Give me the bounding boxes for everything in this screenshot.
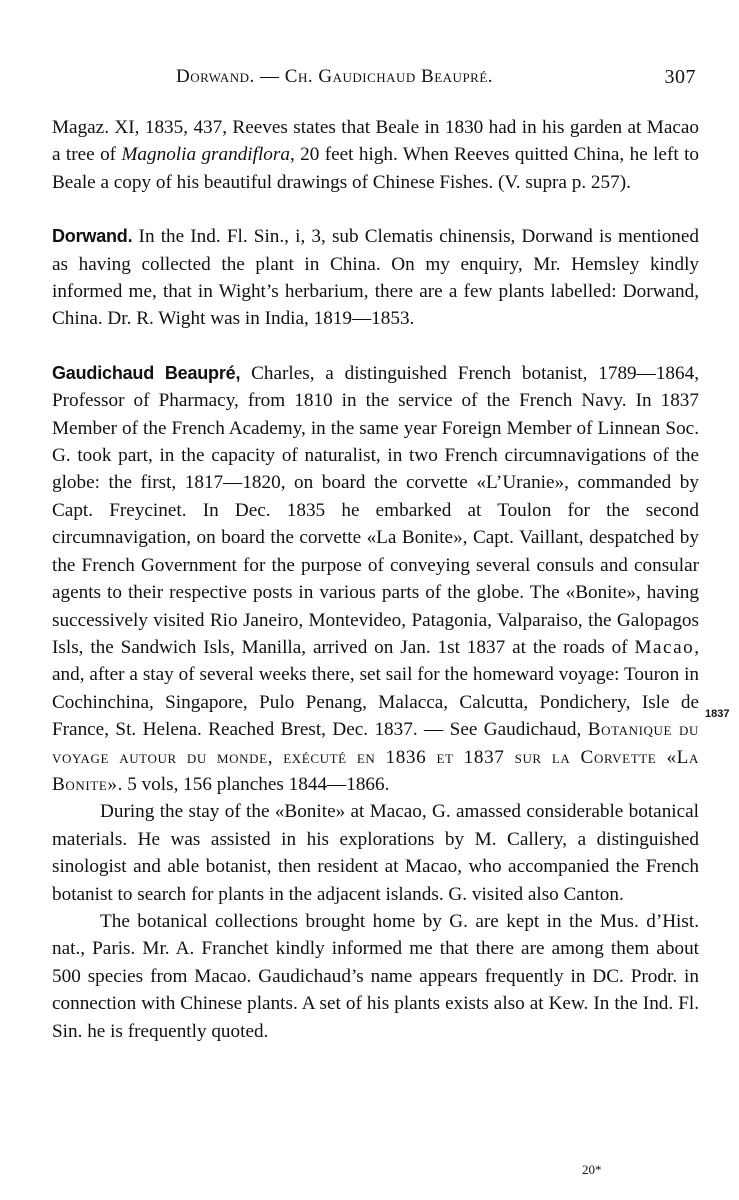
text-run: , and, after a stay of several weeks there, set sail for the homeward voyage: Touron in Cochinchina, Singapore, Pulo Penang, Malacca, Calcutta, Pondichery, Isle de France, St. Helena. Reached Brest, Dec. 1837. — See Gaudichaud, <box>52 636 699 741</box>
signature-mark: 20* <box>582 1162 602 1177</box>
body-text <box>52 114 699 1045</box>
paragraph-collections: The botanical collections brought home by G. are kept in the Mus. d’Hist. nat., Paris. Mr. A. Franchet kindly informed me that there are among them about 500 species from Macao. Gaudichaud’s name appears frequently in DC. Prodr. in connection with Chinese plants. A set of his plants exists also at Kew. In the Ind. Fl. Sin. he is frequently quoted. <box>52 910 699 1042</box>
headword-dorwand: Dorwand. <box>52 226 133 247</box>
paragraph-magnolia <box>52 114 699 196</box>
place-macao: Macao <box>634 636 695 658</box>
margin-year-note: 1837 <box>705 708 730 720</box>
taxon-magnolia: Magnolia grandiflora <box>121 144 290 166</box>
text-run: In the Ind. Fl. Sin., i, 3, sub Clematis chinensis, Dorwand is mentioned as having collected the plant in China. On my enquiry, Mr. Hemsley kindly informed me, that in Wight’s herbarium, there are a few plants labelled: Dorwand, China. Dr. R. Wight was in India, 1819—1853. <box>52 226 699 330</box>
book-title: Botanique du voyage autour du monde, exécuté en 1836 et 1837 sur la Corvette «La Bonite» <box>52 719 700 795</box>
page-number: 307 <box>664 66 696 88</box>
text-run: , 20 feet high. When Reeves quitted China, he left to Beale a copy of his beautiful drawings of Chinese Fishes. (V. supra p. 257). <box>52 144 699 193</box>
paragraph-callery: During the stay of the «Bonite» at Macao, G. amassed considerable botanical materials. He was assisted in his explorations by M. Callery, a distinguished sinologist and able botanist, then resident at Macao, who accompanied the French botanist to search for plants in the adjacent islands. G. visited also Canton. <box>52 801 699 905</box>
entry-dorwand <box>52 223 699 333</box>
running-title: Dorwand. — Ch. Gaudichaud Beaupré. <box>176 66 494 87</box>
text-run: . 5 vols, 156 planches 1844—1866. <box>117 773 390 795</box>
headword-gaudichaud: Gaudichaud Beaupré, <box>52 362 241 383</box>
running-head <box>176 66 696 88</box>
text-run: Charles, a distinguished French botanist, 1789—1864, Professor of Pharmacy, from 1810 in the service of the French Navy. In 1837 Member of the French Academy, in the same year Foreign Member of Linnean Soc. G. took part, in the capacity of naturalist, in two French circumnavigations of the globe: the first, 1817—1820, on board the corvette «L’Uranie», commanded by Capt. Freycinet. In Dec. 1835 he embarked at Toulon for the second circumnavigation, on board the corvette «La Bonite», Capt. Vaillant, despatched by the French Government for the purpose of conveying several consuls and consular agents to their respective posts in various parts of the globe. The «Bonite», having successively visited Rio Janeiro, Montevideo, Patagonia, Valparaiso, the Galopagos Isls, the Sandwich Isls, Manilla, arrived on Jan. 1st 1837 at the roads of <box>52 362 699 658</box>
entry-gaudichaud <box>52 360 699 799</box>
text-run: Magaz. XI, 1835, 437, Reeves states that Beale in 1830 had in his garden at Macao a tree of <box>52 117 699 166</box>
